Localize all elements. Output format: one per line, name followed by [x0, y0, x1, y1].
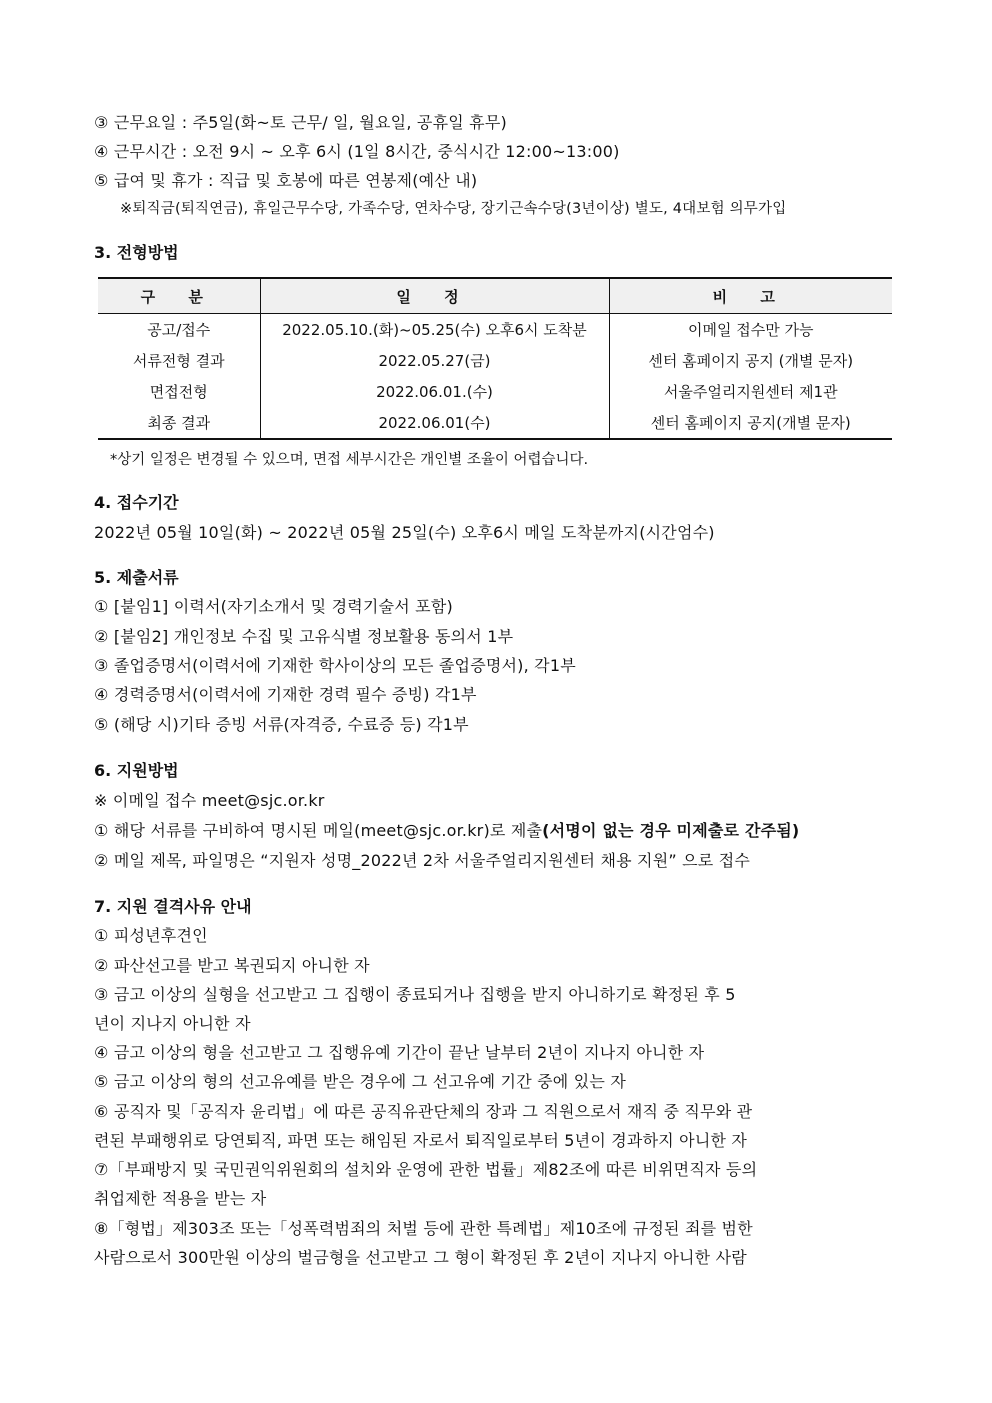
list-item-continued: 취업제한 적용을 받는 자 [94, 1189, 267, 1208]
table-cell: 2022.06.01(수) [260, 407, 609, 439]
period-heading: 4. 접수기간 [94, 493, 179, 512]
list-item: ⑥ 공직자 및「공직자 윤리법」에 따른 공직유관단체의 장과 그 직원으로서 재직 중 직무와 관 [94, 1102, 753, 1121]
table-cell: 면접전형 [149, 383, 208, 401]
table-row [98, 407, 892, 439]
work-days-line: ③ 근무요일 : 주5일(화~토 근무/ 일, 월요일, 공휴일 휴무) [94, 113, 507, 132]
table-row [98, 376, 892, 407]
table-cell: 공고/접수 [147, 321, 211, 339]
table-cell: 센터 홈페이지 공지 (개별 문자) [609, 345, 892, 376]
list-item: ① 피성년후견인 [94, 926, 208, 945]
list-item: ④ 경력증명서(이력서에 기재한 경력 필수 증빙) 각1부 [94, 685, 477, 704]
list-item: ③ 졸업증명서(이력서에 기재한 학사이상의 모든 졸업증명서), 각1부 [94, 656, 576, 675]
list-item: ② [붙임2] 개인정보 수집 및 고유식별 정보활용 동의서 1부 [94, 627, 514, 646]
list-item: ① [붙임1] 이력서(자기소개서 및 경력기술서 포함) [94, 597, 453, 616]
table-cell: 2022.05.27(금) [260, 345, 609, 376]
list-item: ⑧「형법」제303조 또는「성폭력범죄의 처벌 등에 관한 특례법」제10조에 규정된 죄를 범한 [94, 1219, 753, 1238]
table-cell: 센터 홈페이지 공지(개별 문자) [609, 407, 892, 439]
schedule-table [98, 277, 892, 440]
table-cell: 최종 결과 [98, 407, 260, 439]
documents-heading: 5. 제출서류 [94, 568, 179, 587]
apply-email-line: ※ 이메일 접수 meet@sjc.or.kr [94, 791, 325, 810]
pay-line: ⑤ 급여 및 휴가 : 직급 및 호봉에 따른 연봉제(예산 내) [94, 171, 478, 190]
apply-item-1 [94, 820, 799, 842]
list-item-continued: 사람으로서 300만원 이상의 벌금형을 선고받고 그 형이 확정된 후 2년이 지나지 아니한 사람 [94, 1248, 747, 1267]
schedule-note: *상기 일정은 변경될 수 있으며, 면접 세부시간은 개인별 조율이 어렵습니다. [110, 452, 589, 468]
table-cell: 서울주얼리지원센터 제1관 [609, 376, 892, 407]
list-item: ③ 금고 이상의 실형을 선고받고 그 집행이 종료되거나 집행을 받지 아니하기로 확정된 후 5 [94, 985, 736, 1004]
column-header-schedule: 일 정 [260, 278, 609, 314]
table-cell: 2022.05.10.(화)~05.25(수) 오후6시 도착분 [260, 314, 609, 346]
schedule-header-row [98, 278, 892, 314]
list-item: ② 파산선고를 받고 복권되지 아니한 자 [94, 956, 370, 975]
list-item: ⑤ 금고 이상의 형의 선고유예를 받은 경우에 그 선고유예 기간 중에 있는 자 [94, 1072, 626, 1091]
signature-warning: (서명이 없는 경우 미제출로 간주됨) [542, 821, 800, 840]
apply-item-2: ② 메일 제목, 파일명은 “지원자 성명_2022년 2차 서울주얼리지원센터 채용 지원” 으로 접수 [94, 851, 751, 870]
list-item: ⑦「부패방지 및 국민권익위원회의 설치와 운영에 관한 법률」제82조에 따른 비위면직자 등의 [94, 1160, 758, 1179]
column-header-category: 구 분 [98, 278, 260, 314]
list-item-continued: 련된 부패행위로 당연퇴직, 파면 또는 해임된 자로서 퇴직일로부터 5년이 경과하지 아니한 자 [94, 1131, 748, 1150]
period-text: 2022년 05월 10일(화) ~ 2022년 05월 25일(수) 오후6시 메일 도착분까지(시간엄수) [94, 523, 715, 542]
table-cell: 이메일 접수만 가능 [609, 314, 892, 346]
selection-heading: 3. 전형방법 [94, 243, 179, 262]
apply-item-1-text: ① 해당 서류를 구비하여 명시된 메일(meet@sjc.or.kr)로 제출 [94, 821, 543, 840]
list-item: ⑤ (해당 시)기타 증빙 서류(자격증, 수료증 등) 각1부 [94, 715, 469, 734]
list-item: ④ 금고 이상의 형을 선고받고 그 집행유예 기간이 끝난 날부터 2년이 지나지 아니한 자 [94, 1043, 705, 1062]
table-cell: 2022.06.01.(수) [260, 376, 609, 407]
column-header-remarks: 비 고 [609, 278, 892, 314]
table-row [98, 345, 892, 376]
table-cell: 서류전형 결과 [132, 352, 225, 370]
work-hours-line: ④ 근무시간 : 오전 9시 ~ 오후 6시 (1일 8시간, 중식시간 12:00~13:00) [94, 142, 620, 161]
list-item-continued: 년이 지나지 아니한 자 [94, 1014, 251, 1033]
disqualify-heading: 7. 지원 결격사유 안내 [94, 897, 252, 916]
pay-note: ※퇴직금(퇴직연금), 휴일근무수당, 가족수당, 연차수당, 장기근속수당(3년이상) 별도, 4대보험 의무가입 [120, 201, 787, 217]
table-row [98, 314, 892, 346]
apply-heading: 6. 지원방법 [94, 761, 179, 780]
